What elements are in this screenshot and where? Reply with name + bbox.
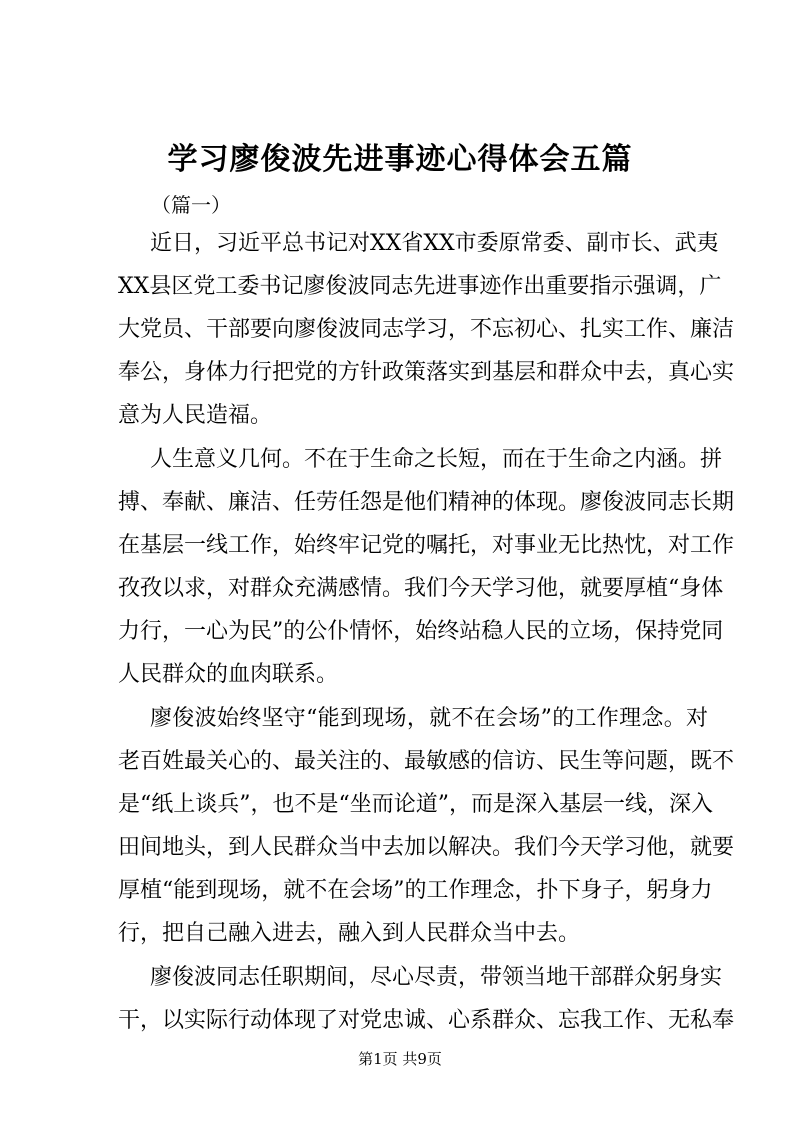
paragraph-line: 廖俊波同志任职期间，尽心尽责，带领当地干部群众躬身实 (150, 965, 723, 990)
paragraph-line: XX县区党工委书记廖俊波同志先进事迹作出重要指示强调，广 (118, 274, 722, 299)
paragraph-line: 行，把自己融入进去，融入到人民群众当中去。 (118, 921, 581, 946)
paragraph-line: 在基层一线工作，始终牢记党的嘱托，对事业无比热忱，对工作 (118, 533, 735, 558)
paragraph-line: 老百姓最关心的、最关注的、最敏感的信访、民生等问题，既不 (118, 749, 735, 774)
paragraph-line: 搏、奉献、廉洁、任劳任怨是他们精神的体现。廖俊波同志长期 (118, 490, 735, 515)
paragraph-line: 廖俊波始终坚守“能到现场，就不在会场”的工作理念。对 (150, 706, 708, 731)
paragraph-line: 力行，一心为民”的公仆情怀，始终站稳人民的立场，保持党同 (118, 619, 724, 644)
paragraph-line: 近日，习近平总书记对XX省XX市委原常委、副市长、武夷 (150, 231, 719, 256)
paragraph-line: 人生意义几何。不在于生命之长短，而在于生命之内涵。拼 (150, 447, 723, 472)
paragraph-line: 干，以实际行动体现了对党忠诚、心系群众、忘我工作、无私奉 (118, 1008, 735, 1033)
section-label: （篇一） (151, 193, 231, 217)
paragraph-line: 厚植“能到现场，就不在会场”的工作理念，扑下身子，躬身力 (118, 878, 713, 903)
paragraph-line: 田间地头，到人民群众当中去加以解决。我们今天学习他，就要 (118, 835, 735, 860)
page-number-footer: 第1页 共9页 (358, 1050, 442, 1068)
paragraph-line: 孜孜以求，对群众充满感情。我们今天学习他，就要厚植“身体 (118, 576, 724, 601)
paragraph-line: 奉公，身体力行把党的方针政策落实到基层和群众中去，真心实 (118, 360, 735, 385)
document-title: 学习廖俊波先进事迹心得体会五篇 (167, 142, 633, 177)
paragraph-line: 是“纸上谈兵”，也不是“坐而论道”，而是深入基层一线，深入 (118, 792, 713, 817)
paragraph-line: 大党员、干部要向廖俊波同志学习，不忘初心、扎实工作、廉洁 (118, 317, 735, 342)
paragraph-line: 人民群众的血肉联系。 (118, 662, 339, 687)
paragraph-line: 意为人民造福。 (118, 403, 273, 428)
